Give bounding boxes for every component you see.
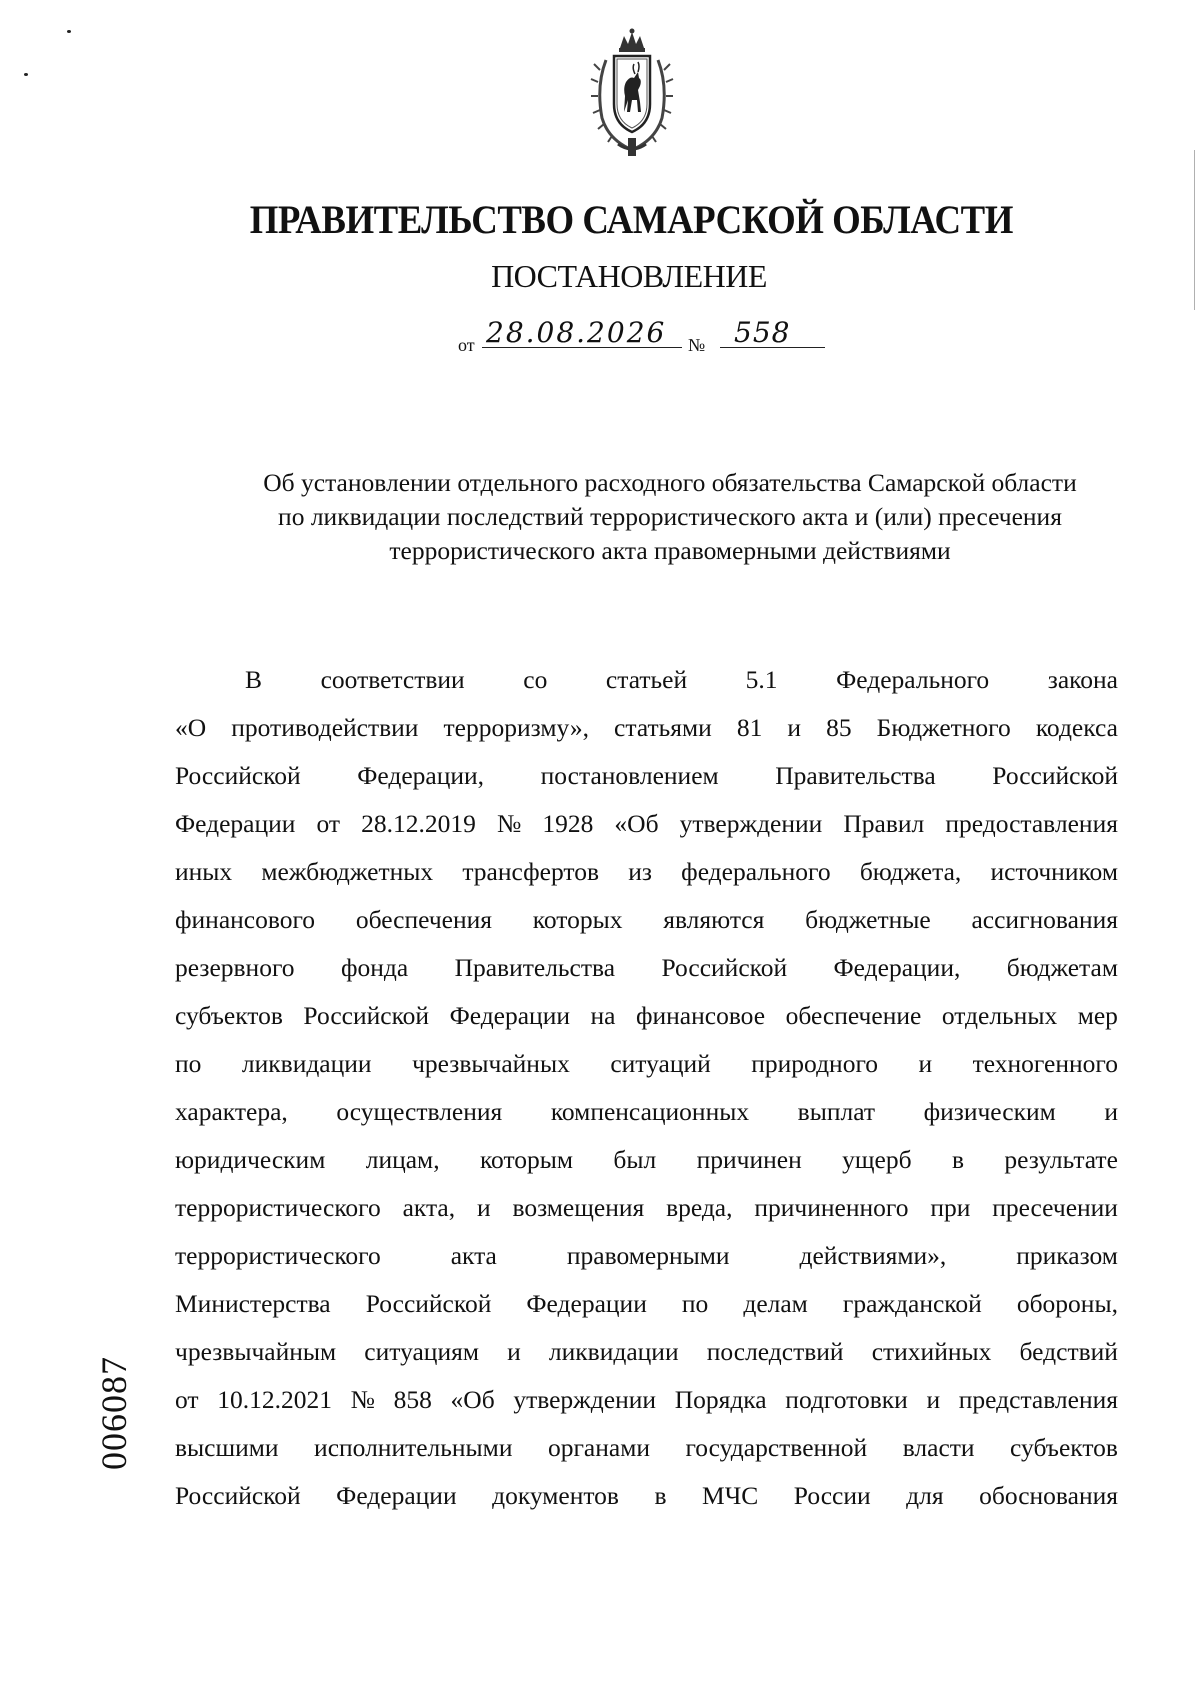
body-word: обеспечения (355, 905, 492, 934)
body-word: постановлением (540, 761, 719, 790)
body-word: акта, (402, 1193, 456, 1222)
body-word: акта (450, 1241, 497, 1270)
body-word: Федерации (336, 1481, 457, 1510)
body-word: финансового (175, 905, 316, 934)
body-word: Министерства (175, 1289, 331, 1318)
body-word: федерального (681, 857, 831, 886)
body-word: Правительства (454, 953, 616, 982)
body-word: № (496, 809, 522, 838)
body-line (175, 992, 1118, 1040)
body-line (175, 1136, 1118, 1184)
body-word: юридическим (175, 1145, 326, 1174)
body-word: правомерными (566, 1241, 730, 1270)
body-line (175, 1040, 1118, 1088)
body-word: представления (958, 1385, 1118, 1414)
body-line (175, 1280, 1118, 1328)
body-word: гражданской (842, 1289, 982, 1318)
body-word: пресечении (992, 1193, 1118, 1222)
body-word: Порядка (674, 1385, 767, 1414)
number-prefix: № (688, 335, 706, 355)
body-word: бюджетам (1006, 953, 1118, 982)
body-word: Федерации (449, 1001, 570, 1030)
body-word: в (951, 1145, 965, 1174)
body-word: природного (751, 1049, 879, 1078)
body-word: физическим (923, 1097, 1056, 1126)
body-line (175, 896, 1118, 944)
body-word: Российской (992, 761, 1118, 790)
body-word: и (1104, 1097, 1118, 1126)
body-word: статьями (614, 713, 712, 742)
body-word: Российской (365, 1289, 492, 1318)
body-word: ликвидации (241, 1049, 372, 1078)
body-word: утверждении (679, 809, 823, 838)
body-word: обеспечение (785, 1001, 922, 1030)
body-word: техногенного (972, 1049, 1118, 1078)
body-word: при (930, 1193, 971, 1222)
body-word: от (175, 1385, 199, 1414)
body-word: из (628, 857, 652, 886)
body-word: фонда (340, 953, 409, 982)
body-word: Российской (175, 1481, 301, 1510)
body-word: «Об (614, 809, 659, 838)
body-word: которых (532, 905, 623, 934)
body-line (175, 1376, 1118, 1424)
side-stamp-number: 006087 (94, 1356, 134, 1470)
body-word: «О (175, 713, 207, 742)
body-word: Правил (843, 809, 925, 838)
body-word: «Об (450, 1385, 495, 1414)
body-word: характера, (175, 1097, 288, 1126)
body-word: стихийных (871, 1337, 992, 1366)
body-line (175, 848, 1118, 896)
body-word: отдельных (941, 1001, 1058, 1030)
body-word: органами (547, 1433, 650, 1462)
date-prefix: от (458, 335, 475, 355)
body-word: которым (479, 1145, 574, 1174)
body-word: осуществления (336, 1097, 503, 1126)
body-word: выплат (797, 1097, 876, 1126)
body-word: и (507, 1337, 521, 1366)
scan-speck (24, 73, 28, 76)
body-word: и (787, 713, 802, 742)
title-line: по ликвидации последствий террористического акта и (или) пресечения (278, 502, 1062, 531)
number-value: 558 (720, 318, 825, 348)
body-word: межбюджетных (261, 857, 434, 886)
body-word: кодекса (1035, 713, 1118, 742)
body-word: на (590, 1001, 616, 1030)
body-word: статьей (605, 665, 688, 694)
body-word: от (316, 809, 341, 838)
resolution-title (170, 466, 1170, 568)
body-word: Бюджетного (876, 713, 1011, 742)
body-word: 10.12.2021 (217, 1385, 332, 1414)
body-word: и (476, 1193, 491, 1222)
date-number-line (458, 318, 848, 358)
body-word: № (350, 1385, 375, 1414)
body-word: власти (902, 1433, 975, 1462)
body-word: вреда, (666, 1193, 733, 1222)
body-word: и (926, 1385, 941, 1414)
body-word: 81 (736, 713, 763, 742)
body-word: ситуаций (610, 1049, 711, 1078)
body-word: являются (663, 905, 765, 934)
body-word: компенсационных (550, 1097, 750, 1126)
body-word: Федерации (526, 1289, 647, 1318)
body-word: обоснования (979, 1481, 1118, 1510)
body-word: террористического (175, 1193, 381, 1222)
body-line (175, 1088, 1118, 1136)
body-word: Российской (303, 1001, 430, 1030)
body-word: приказом (1016, 1241, 1118, 1270)
date-value: 28.08.2026 (482, 318, 682, 348)
body-word: со (523, 665, 548, 694)
body-word: бедствий (1019, 1337, 1118, 1366)
body-word: 1928 (542, 809, 594, 838)
title-line: террористического акта правомерными действиями (389, 536, 951, 565)
body-word: Федерации (175, 809, 296, 838)
body-word: результате (1004, 1145, 1118, 1174)
body-word: субъектов (1010, 1433, 1118, 1462)
body-word: причинен (696, 1145, 802, 1174)
body-word: Федерального (836, 665, 990, 694)
body-word: исполнительными (314, 1433, 513, 1462)
body-word: по (681, 1289, 709, 1318)
body-word: утверждении (513, 1385, 657, 1414)
body-word: России (793, 1481, 871, 1510)
body-line (175, 1328, 1118, 1376)
body-word: источником (990, 857, 1118, 886)
body-word: финансовое (635, 1001, 766, 1030)
body-line (175, 1184, 1118, 1232)
body-word: терроризму», (443, 713, 589, 742)
body-word: чрезвычайных (412, 1049, 570, 1078)
body-word: соответствии (320, 665, 465, 694)
body-word: мер (1077, 1001, 1118, 1030)
body-word: закона (1047, 665, 1118, 694)
body-word: обороны, (1016, 1289, 1118, 1318)
body-line (175, 1472, 1118, 1520)
body-word: 28.12.2019 (361, 809, 476, 838)
body-word: ассигнования (971, 905, 1118, 934)
body-line (175, 704, 1118, 752)
body-word: МЧС (702, 1481, 759, 1510)
body-word: предоставления (945, 809, 1118, 838)
body-word: резервного (175, 953, 295, 982)
body-word: Федерации, (357, 761, 485, 790)
body-word: Федерации, (833, 953, 961, 982)
title-line: Об установлении отдельного расходного обязательства Самарской области (263, 468, 1077, 497)
body-word: по (175, 1049, 202, 1078)
scan-speck (67, 30, 71, 33)
document-type: ПОСТАНОВЛЕНИЕ (491, 258, 767, 294)
body-word: действиями», (799, 1241, 947, 1270)
body-paragraph (175, 656, 1118, 1520)
body-word: делам (743, 1289, 808, 1318)
body-word: последствий (706, 1337, 844, 1366)
body-word: государственной (685, 1433, 868, 1462)
body-word: бюджетные (805, 905, 931, 934)
body-word: и (918, 1049, 933, 1078)
coat-of-arms-icon (588, 26, 676, 158)
body-word: В (245, 665, 263, 694)
body-word: Российской (661, 953, 788, 982)
body-word: чрезвычайным (175, 1337, 337, 1366)
body-word: ситуациям (364, 1337, 479, 1366)
body-word: 858 (393, 1385, 432, 1414)
body-line (175, 752, 1118, 800)
body-word: Правительства (775, 761, 936, 790)
body-word: субъектов (175, 1001, 283, 1030)
body-word: Российской (175, 761, 301, 790)
body-word: противодействии (231, 713, 419, 742)
body-line (175, 1232, 1118, 1280)
body-word: причиненного (754, 1193, 909, 1222)
body-line (175, 800, 1118, 848)
body-line (175, 1424, 1118, 1472)
body-word: высшими (175, 1433, 279, 1462)
body-word: ликвидации (548, 1337, 679, 1366)
body-word: 5.1 (745, 665, 778, 694)
body-word: для (906, 1481, 944, 1510)
body-word: ущерб (842, 1145, 912, 1174)
organization-title: ПРАВИТЕЛЬСТВО САМАРСКОЙ ОБЛАСТИ (249, 197, 1013, 242)
body-word: в (654, 1481, 667, 1510)
body-word: 85 (826, 713, 852, 742)
body-word: возмещения (512, 1193, 645, 1222)
body-word: террористического (175, 1241, 381, 1270)
body-line (175, 944, 1118, 992)
body-word: был (613, 1145, 657, 1174)
body-line (175, 656, 1118, 704)
body-word: подготовки (785, 1385, 908, 1414)
body-word: документов (492, 1481, 619, 1510)
body-word: лицам, (365, 1145, 440, 1174)
body-word: трансфертов (462, 857, 599, 886)
body-word: бюджета, (859, 857, 962, 886)
body-word: иных (175, 857, 233, 886)
